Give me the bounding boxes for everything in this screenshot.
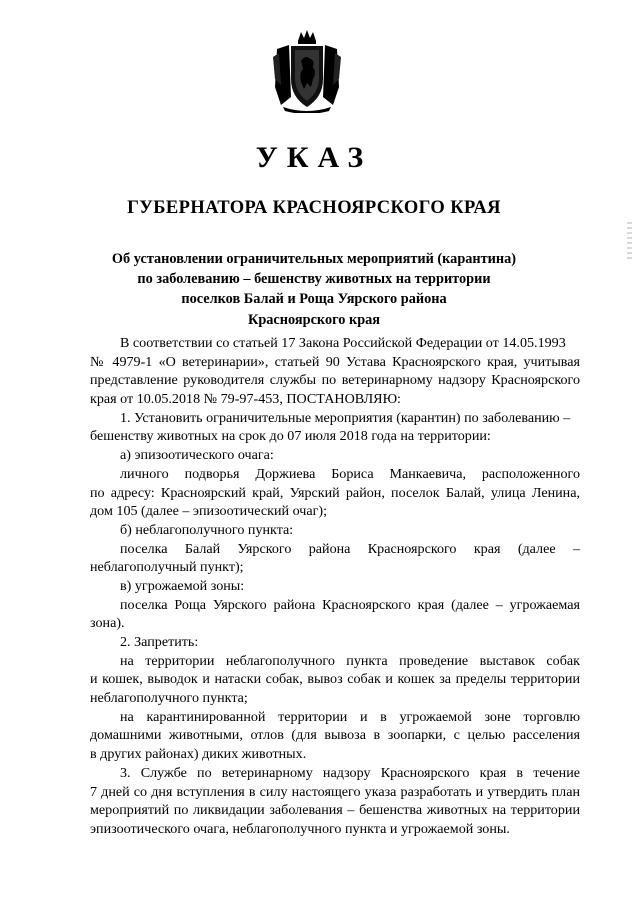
- coat-of-arms-icon: [271, 27, 343, 113]
- subject-line: поселков Балай и Роща Уярского района: [181, 291, 447, 308]
- body-line: на карантинированной территории и в угрожаемой зоне торговлю: [120, 708, 580, 725]
- scan-artifact: [627, 222, 632, 260]
- body-line: неблагополучный пункт);: [90, 559, 244, 576]
- body-line: неблагополучного пункта;: [90, 690, 248, 707]
- body-line: мероприятий по ликвидации заболевания – бешенства животных на территории: [90, 802, 580, 819]
- body-line: № 4979-1 «О ветеринарии», статьей 90 Устава Красноярского края, учитывая: [90, 353, 580, 370]
- body-line: В соответствии со статьей 17 Закона Российской Федерации от 14.05.1993: [120, 335, 566, 351]
- subject-line: по заболеванию – бешенству животных на территории: [137, 271, 491, 288]
- body-line: личного подворья Доржиева Бориса Манкаевича, расположенного: [120, 465, 580, 482]
- body-line: 1. Установить ограничительные мероприятия (карантин) по заболеванию –: [120, 409, 571, 426]
- issuer-title: ГУБЕРНАТОРА КРАСНОЯРСКОГО КРАЯ: [127, 198, 501, 218]
- body-line: бешенству животных на срок до 07 июля 2018 года на территории:: [90, 428, 491, 445]
- body-line: в) угрожаемой зоны:: [120, 577, 245, 594]
- decree-body: [90, 334, 580, 839]
- body-line: края от 10.05.2018 № 79-97-453, ПОСТАНОВЛЯЮ:: [90, 391, 401, 408]
- decree-title: УКАЗ: [255, 141, 373, 174]
- body-line: домашними животными, отлов (для вывоза в зоопарки, с целью расселения: [90, 727, 580, 744]
- body-line: и кошек, выводок и натаски собак, вывоз собак и кошек за пределы территории: [90, 671, 580, 688]
- decree-subject: [60, 249, 568, 330]
- body-line: 3. Службе по ветеринарному надзору Красноярского края в течение: [120, 764, 580, 781]
- body-line: на территории неблагополучного пункта проведение выставок собак: [120, 652, 580, 669]
- body-line: 7 дней со дня вступления в силу настоящего указа разработать и утвердить план: [90, 783, 580, 800]
- body-line: поселка Балай Уярского района Красноярского края (далее –: [120, 540, 580, 557]
- body-line: в других районах) диких животных.: [90, 746, 307, 763]
- body-line: дом 105 (далее – эпизоотический очаг);: [90, 503, 327, 520]
- subject-line: Красноярского края: [247, 311, 381, 328]
- body-line: поселка Роща Уярского района Красноярского края (далее – угрожаемая: [120, 596, 580, 613]
- body-line: зона).: [90, 615, 125, 632]
- body-line: эпизоотического очага, неблагополучного пункта и угрожаемой зоны.: [90, 820, 510, 837]
- body-line: б) неблагополучного пункта:: [120, 521, 294, 538]
- subject-line: Об установлении ограничительных мероприятий (карантина): [111, 251, 517, 267]
- body-line: по адресу: Красноярский край, Уярский район, поселок Балай, улица Ленина,: [90, 484, 580, 501]
- body-line: 2. Запретить:: [120, 634, 199, 650]
- body-line: а) эпизоотического очага:: [120, 447, 274, 464]
- body-line: представление руководителя службы по ветеринарному надзору Красноярского: [90, 372, 580, 389]
